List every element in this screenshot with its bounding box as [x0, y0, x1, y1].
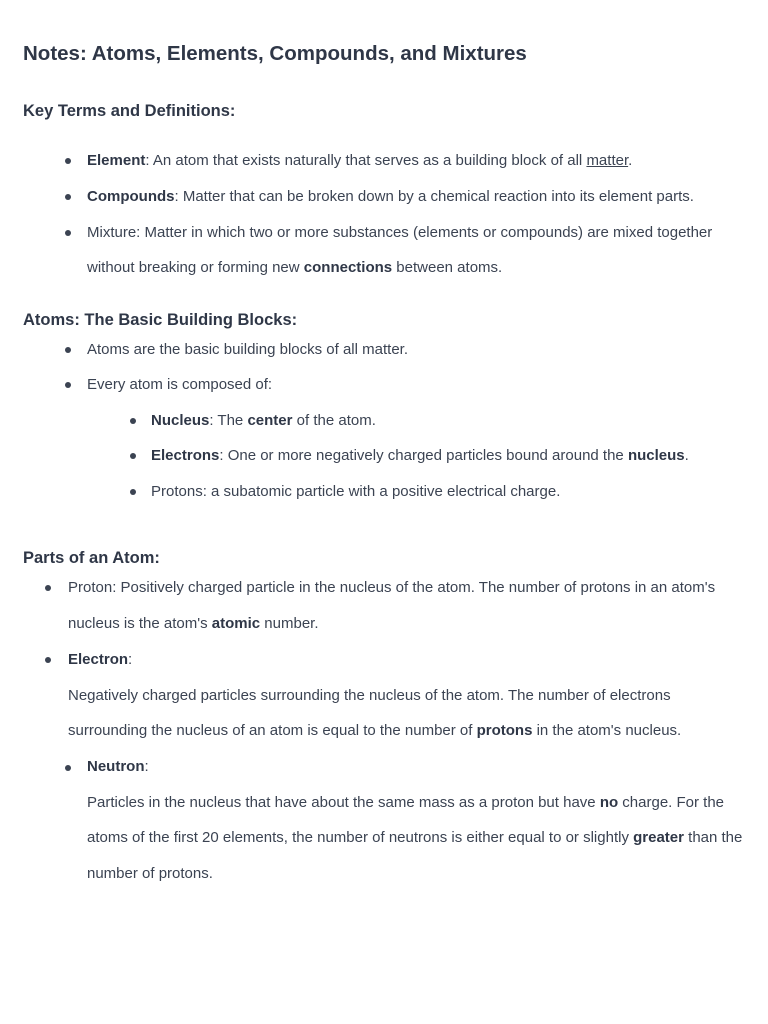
- neutron-line1-pre: Particles in the nucleus that have about the same mass as a proton but have: [87, 794, 600, 811]
- atoms-item-1: Atoms are the basic building blocks of all matter.: [87, 341, 408, 358]
- bullet: [65, 158, 71, 164]
- neutron-line1: [87, 793, 724, 813]
- mixture-definition-line1: Mixture: Matter in which two or more substances (elements or compounds) are mixed together: [87, 224, 713, 241]
- term-electron: Electron: [68, 651, 129, 668]
- nucleus-pre: : The: [209, 412, 248, 429]
- proton-line2-pre: nucleus is the atom's: [68, 615, 212, 632]
- proton-bold: atomic: [211, 615, 261, 632]
- bullet: [65, 230, 71, 236]
- electrons-bold: nucleus: [627, 447, 685, 464]
- element-end: .: [628, 152, 633, 169]
- proton-line2-post: number.: [260, 615, 319, 632]
- bullet: [45, 585, 51, 591]
- neutron-line2-pre: atoms of the first 20 elements, the number of neutrons is either equal to or slightly: [87, 829, 634, 846]
- atoms-item-2: Every atom is composed of:: [87, 376, 273, 393]
- bullet: [65, 194, 71, 200]
- proton-line2: [68, 614, 319, 634]
- electrons-pre: : One or more negatively charged particles bound around the: [219, 447, 628, 464]
- bullet: [45, 657, 51, 663]
- term-compounds: Compounds: [87, 188, 175, 205]
- term-electrons: Electrons: [151, 447, 220, 464]
- element-definition: [87, 151, 632, 171]
- element-text: : An atom that exists naturally that serves as a building block of all: [145, 152, 587, 169]
- neutron-bold-greater: greater: [633, 829, 684, 846]
- bullet: [130, 418, 136, 424]
- neutron-term-line: [87, 757, 149, 777]
- electron-line2: [68, 721, 681, 741]
- nucleus-post: of the atom.: [292, 412, 376, 429]
- neutron-line2-post: than the: [683, 829, 743, 846]
- electron-line1: Negatively charged particles surrounding the nucleus of the atom. The number of electrons: [68, 687, 671, 704]
- mixture-line2-post: between atoms.: [392, 259, 503, 276]
- electron-term-line: [68, 650, 132, 670]
- electrons-item: [151, 446, 689, 466]
- parts-heading: Parts of an Atom:: [23, 549, 160, 567]
- neutron-line3: number of protons.: [87, 865, 213, 882]
- page-title: Notes: Atoms, Elements, Compounds, and Mixtures: [23, 42, 527, 65]
- nucleus-bold: center: [247, 412, 293, 429]
- electron-bold: protons: [476, 722, 533, 739]
- neutron-line1-post: charge. For the: [618, 794, 725, 811]
- term-element: Element: [87, 152, 146, 169]
- bullet: [65, 347, 71, 353]
- electron-line2-post: in the atom's nucleus.: [532, 722, 682, 739]
- atoms-heading: Atoms: The Basic Building Blocks:: [23, 311, 298, 329]
- electron-line2-pre: surrounding the nucleus of an atom is equal to the number of: [68, 722, 477, 739]
- bullet: [130, 489, 136, 495]
- electrons-post: .: [684, 447, 689, 464]
- key-terms-heading: Key Terms and Definitions:: [23, 102, 236, 120]
- neutron-line2: [87, 828, 742, 848]
- term-neutron: Neutron: [87, 758, 145, 775]
- matter-link[interactable]: matter: [586, 152, 629, 169]
- neutron-colon: :: [144, 758, 149, 775]
- mixture-definition-line2: [87, 258, 502, 278]
- bullet: [130, 453, 136, 459]
- neutron-bold-no: no: [599, 794, 619, 811]
- protons-item: Protons: a subatomic particle with a positive electrical charge.: [151, 483, 561, 500]
- mixture-line2-pre: without breaking or forming new: [87, 259, 304, 276]
- mixture-bold: connections: [303, 259, 393, 276]
- compounds-definition: [87, 187, 694, 207]
- proton-line1: Proton: Positively charged particle in the nucleus of the atom. The number of protons in an atom's: [68, 579, 716, 596]
- nucleus-item: [151, 411, 376, 431]
- bullet: [65, 382, 71, 388]
- term-nucleus: Nucleus: [151, 412, 210, 429]
- electron-colon: :: [128, 651, 133, 668]
- bullet: [65, 765, 71, 771]
- compounds-text: : Matter that can be broken down by a chemical reaction into its element parts.: [174, 188, 694, 205]
